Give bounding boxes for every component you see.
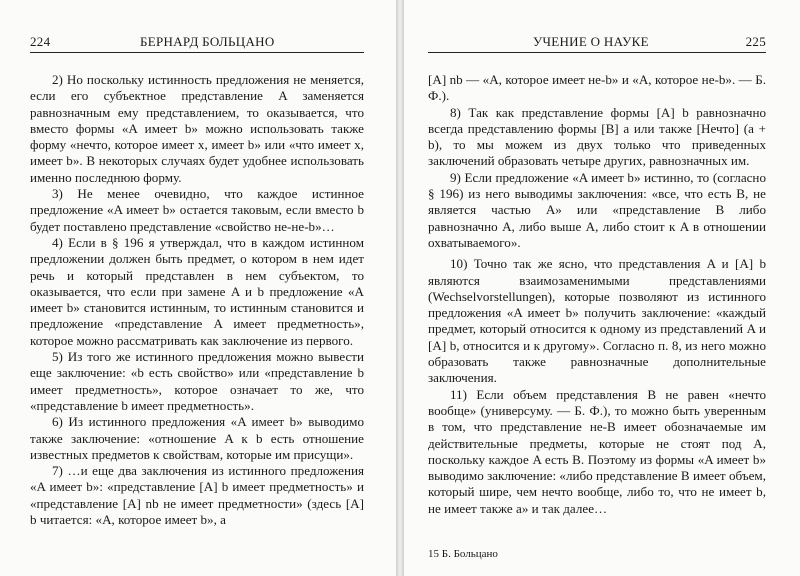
- right-page-body: [428, 72, 766, 517]
- left-page-number: 224: [30, 34, 51, 49]
- paragraph-5: 5) Из того же истинного предложения можно вывести еще заключение: «b есть свойство» или «представление b имеет предметность», которое означает то же, что «представление b имеет предметность».: [30, 349, 364, 413]
- paragraph-4: 4) Если в § 196 я утверждал, что в каждом истинном предложении должен быть предмет, о котором в нем идет речь и который представлен в нем субъектом, то оказывается, что если при замене A и b предложение «A имеет b» становится истинным, то истинным становится и предложение «представление A имеет предметность», которое можно рассматривать как заключение из первого.: [30, 234, 364, 348]
- right-running-head: УЧЕНИЕ О НАУКЕ: [533, 34, 649, 49]
- left-page-body: [30, 72, 364, 528]
- paragraph-7: 7) …и еще два заключения из истинного предложения «A имеет b»: «представление [A] b имеет предметность» и «представление [A] nb не имеет предметности» (здесь [A] b читается: «A, которое имеет b», а: [30, 463, 364, 528]
- paragraph-10: 10) Точно так же ясно, что представления A и [A] b являются взаимозаменимыми представлениями (Wechselvorstellungen), которые позволяют из истинного предложения «A имеет b» получить заключение: «каждый предмет, который относится к одному из представлений A и [A] b, относится и к другому». Согласно п. 8, из него можно образовать также равнозначные дополнительные заключения.: [428, 256, 766, 386]
- signature-footer: 15 Б. Больцано: [428, 548, 498, 560]
- left-header-rule: [30, 52, 364, 53]
- right-page: [404, 0, 800, 576]
- right-header-rule: [428, 52, 766, 53]
- paragraph-3: 3) Не менее очевидно, что каждое истинное предложение «A имеет b» остается таковым, если вместо b будет поставлено представление «свойство не-не-b»…: [30, 186, 364, 234]
- right-page-header: [428, 34, 766, 50]
- left-page-header: [30, 34, 364, 50]
- left-page: [0, 0, 396, 576]
- paragraph-7-continued: [A] nb — «A, которое имеет не-b» и «A, которое не-b». — Б. Ф.).: [428, 72, 766, 104]
- paragraph-2: 2) Но поскольку истинность предложения не меняется, если его субъектное представление A заменяется равнозначным ему представлением, то оказывается, что вместо формы «A имеет b» можно использовать также форму «нечто, которое имеет x, имеет b» или «что имеет x, имеет b». В некоторых случаях будет удобнее использовать именно последнюю форму.: [30, 72, 364, 185]
- left-running-head: БЕРНАРД БОЛЬЦАНО: [140, 34, 275, 49]
- paragraph-11: 11) Если объем представления B не равен «нечто вообще» (универсуму. — Б. Ф.), то можно быть уверенным в том, что представление не-B имеет обозначаемые им действительные предметы, которые не стоят под A, поскольку каждое A есть B. Поэтому из формы «A имеет b» выводимо заключение: «либо представление B имеет объем, который шире, чем нечто вообще, либо то, что не имеет b, не имеет также a» и так далее…: [428, 386, 766, 516]
- book-gutter: [396, 0, 404, 576]
- paragraph-9: 9) Если предложение «A имеет b» истинно, то (согласно § 196) из него выводимы заключения: «все, что есть B, не является частью A» или «представление B либо равнозначно A, либо выше A, либо стоит к A в отношении охватываемого».: [428, 169, 766, 250]
- right-page-number: 225: [745, 34, 766, 49]
- paragraph-6: 6) Из истинного предложения «A имеет b» выводимо также заключение: «отношение A к b есть отношение известных предметов к свойствам, которые им присущи».: [30, 414, 364, 462]
- paragraph-8: 8) Так как представление формы [A] b равнозначно всегда представлению формы [B] a или также [Нечто] (a + b), то мы можем из двух только что приведенных заключений образовать четыре других, равнозначных им.: [428, 104, 766, 169]
